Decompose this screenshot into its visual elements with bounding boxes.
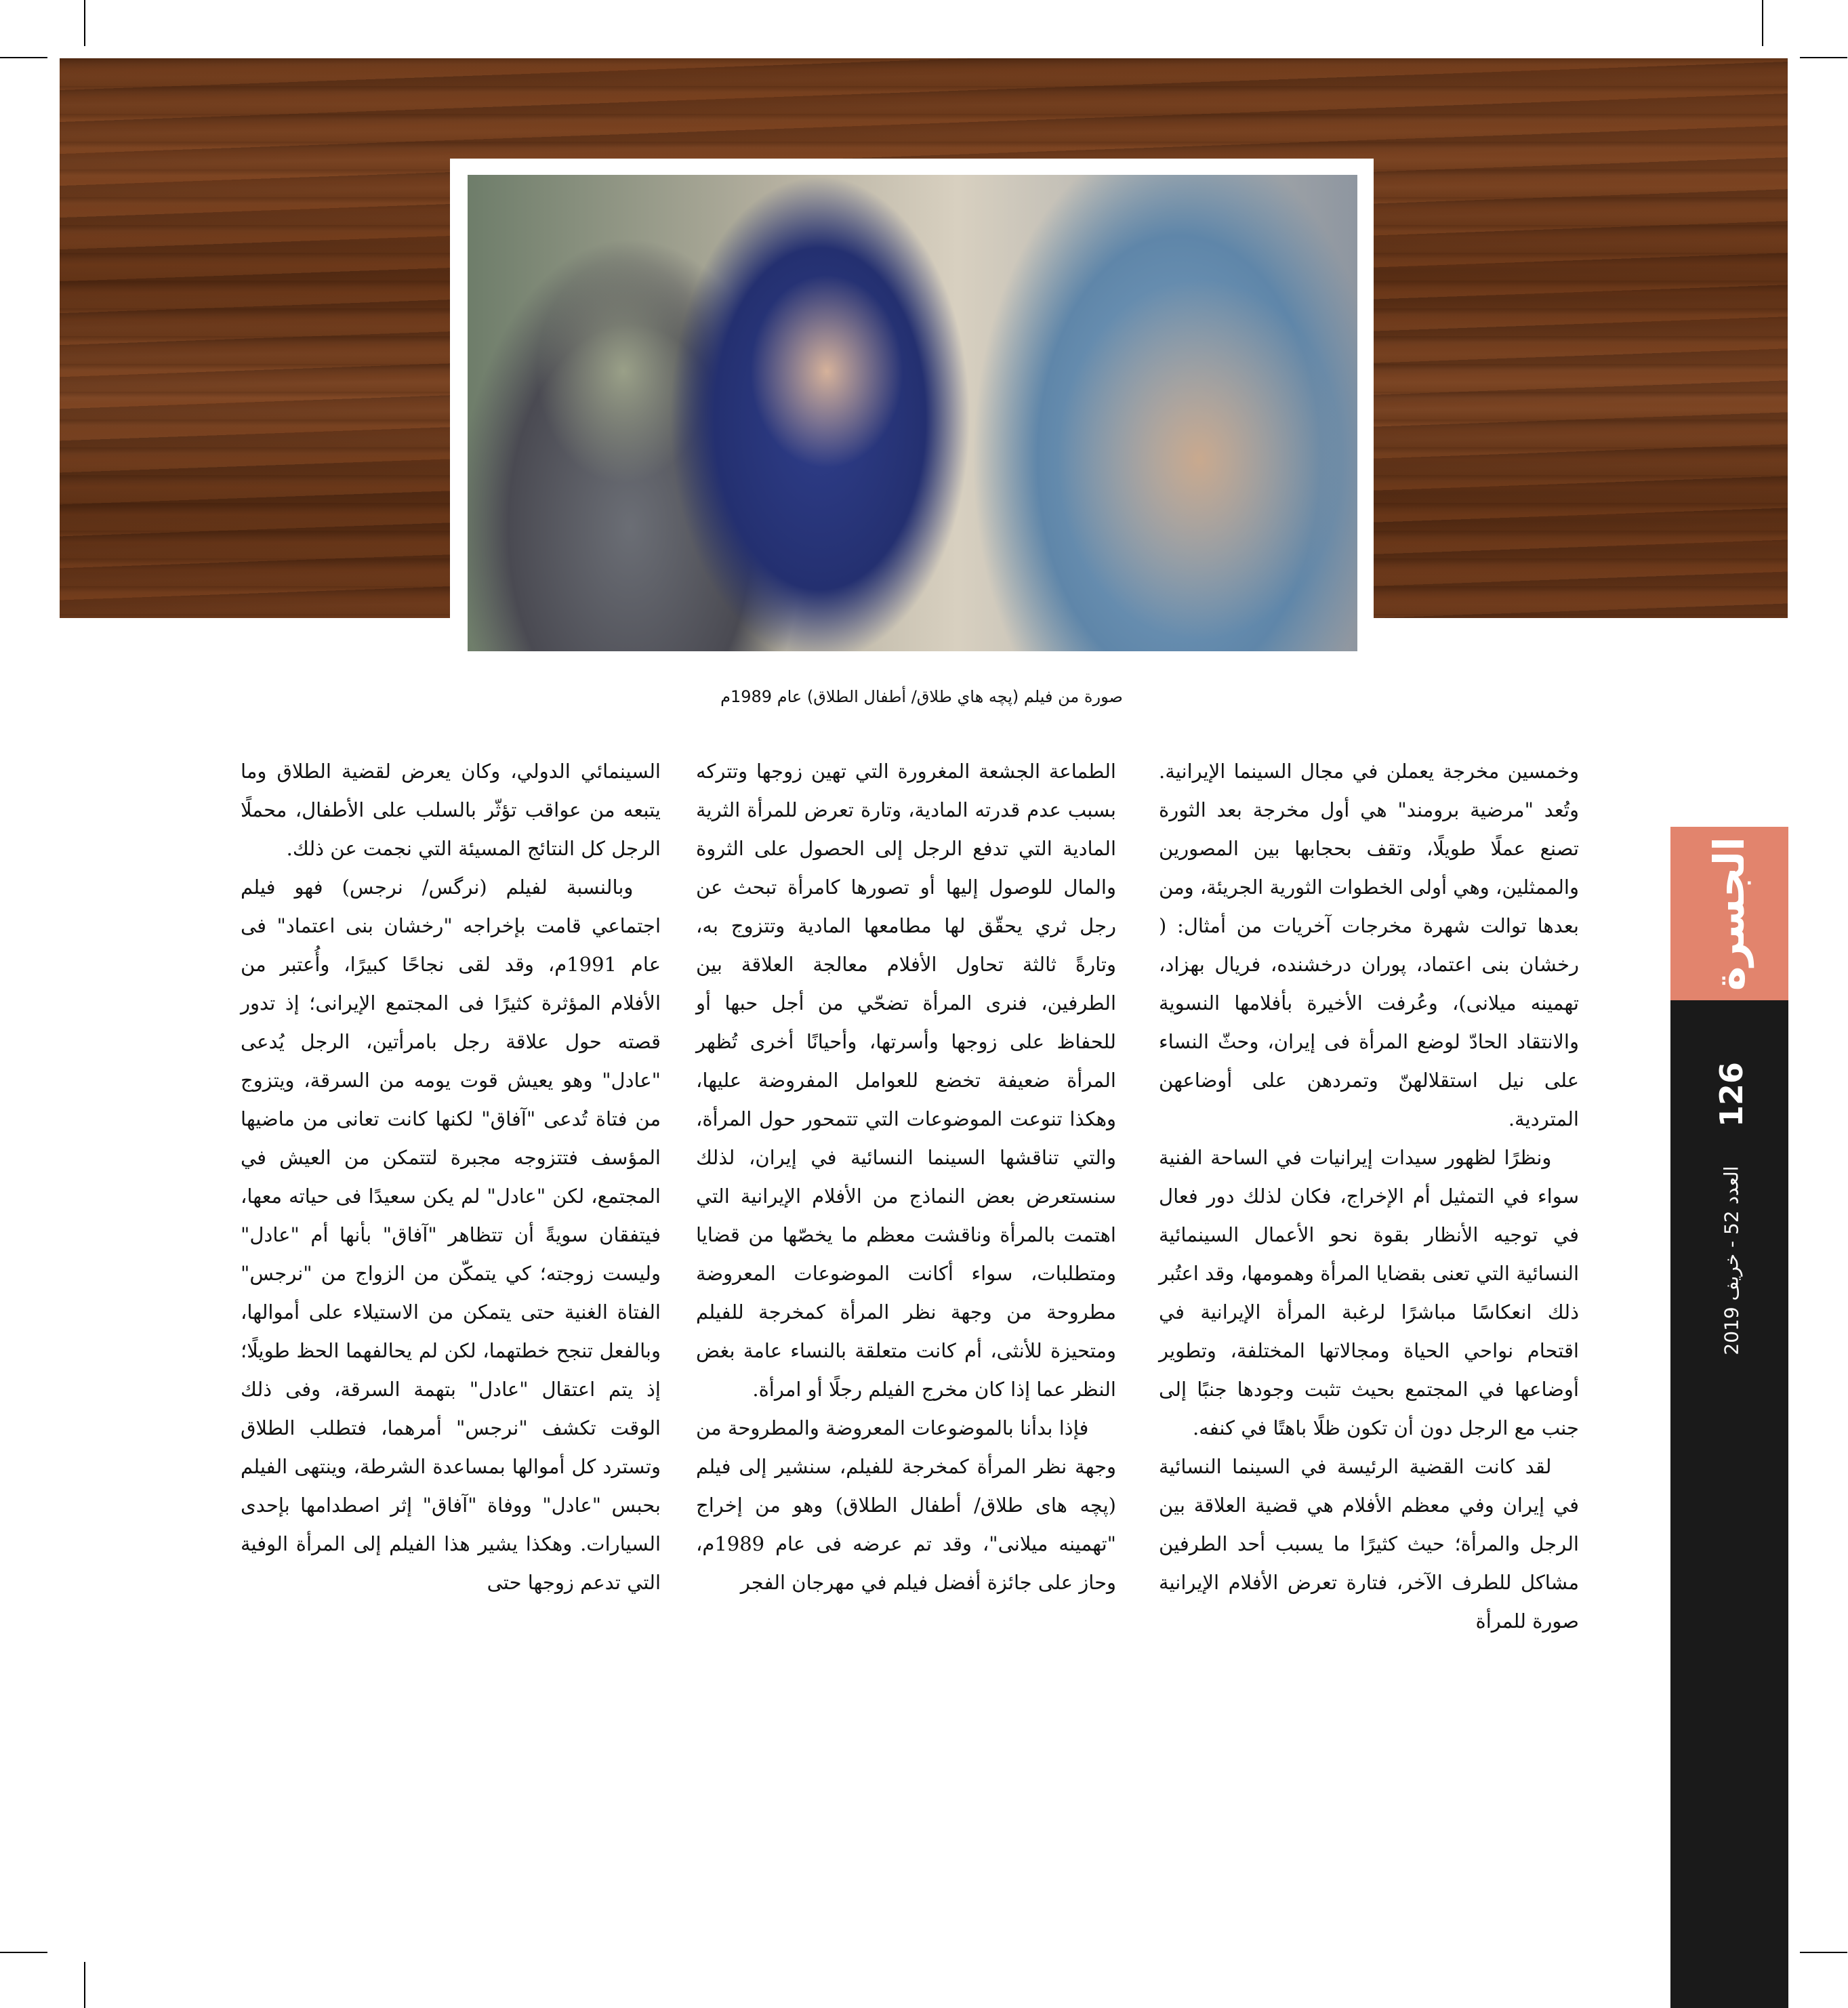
crop-mark bbox=[0, 57, 47, 58]
crop-mark bbox=[1800, 57, 1847, 58]
article-column-2 bbox=[696, 752, 1116, 1602]
issue-info: العدد 52 - خريف 2019 bbox=[1720, 1166, 1743, 1355]
paragraph: لقد كانت القضية الرئيسة في السينما النسائية في إيران وفي معظم الأفلام هي قضية العلاقة بين الرجل والمرأة؛ حيث كثيرًا ما يسبب أحد الطرفين مشاكل للطرف الآخر، فتارة تعرض الأفلام الإيرانية صورة للمرأة bbox=[1159, 1455, 1579, 1633]
paragraph: ونظرًا لظهور سيدات إيرانيات في الساحة الفنية سواء في التمثيل أم الإخراج، فكان لذلك دور فعال في توجيه الأنظار بقوة نحو الأعمال السينمائية النسائية التي تعنى بقضايا المرأة وهمومها، وقد اعتُبر ذلك انعكاسًا مباشرًا لرغبة المرأة الإيرانية في اقتحام نواحي الحياة ومجالاتها المختلفة، وتطوير أوضاعها في المجتمع بحيث تثبت وجودها جنبًا إلى جنب مع الرجل دون أن تكون ظلًا باهتًا في كنفه. bbox=[1159, 1146, 1579, 1439]
article-column-1 bbox=[1159, 752, 1579, 1641]
paragraph: وبالنسبة لفيلم (نرگس/ نرجس) فهو فيلم اجتماعي قامت بإخراجه "رخشان بنى اعتماد" فى عام 1991م، وقد لقى نجاحًا كبيرًا، وأُعتبر من الأفلام المؤثرة كثيرًا فى المجتمع الإيرانى؛ إذ تدور قصته حول علاقة رجل بامرأتين، الرجل يُدعى "عادل" وهو يعيش قوت يومه من السرقة، ويتزوج من فتاة تُدعى "آفاق" لكنها كانت تعانى من ماضيها المؤسف فتتزوجه مجبرة لتتمكن من العيش في المجتمع، لكن "عادل" لم يكن سعيدًا فى حياته معها، فيتفقان سويةً أن تتظاهر "آفاق" بأنها أم "عادل" وليست زوجته؛ كي يتمكّن من الزواج من "نرجس" الفتاة الغنية حتى يتمكن من الاستيلاء على أموالها، وبالفعل تنجح خطتهما، لكن لم يحالفهما الحظ طويلًا؛ إذ يتم اعتقال "عادل" بتهمة السرقة، وفى ذلك الوقت تكشف "نرجس" أمرهما، فتطلب الطلاق وتسترد كل أموالها بمساعدة الشرطة، وينتهى الفيلم بحبس "عادل" ووفاة "آفاق" إثر اصطدامها بإحدى السيارات. وهكذا يشير هذا الفيلم إلى المرأة الوفية التي تدعم زوجها حتى bbox=[241, 876, 661, 1594]
crop-mark bbox=[1800, 1952, 1847, 1953]
crop-mark bbox=[0, 1952, 47, 1953]
article-column-3 bbox=[241, 752, 661, 1602]
page-number: 126 bbox=[1713, 1061, 1750, 1128]
film-still-photo bbox=[468, 175, 1357, 651]
photo-caption: صورة من فيلم (پچه هاي طلاق/ أطفال الطلاق) عام 1989م bbox=[720, 687, 1123, 706]
magazine-logo-text: الجسرة bbox=[1704, 836, 1754, 991]
crop-mark bbox=[84, 1962, 85, 2008]
magazine-logo bbox=[1670, 827, 1788, 1000]
crop-mark bbox=[1762, 0, 1763, 46]
paragraph: وخمسين مخرجة يعملن في مجال السينما الإيرانية. وتُعد "مرضية برومند" هي أول مخرجة بعد الثورة تصنع عملًا طويلًا، وتقف بحجابها بين المصورين والممثلين، وهي أولى الخطوات الثورية الجريئة، ومن بعدها توالت شهرة مخرجات آخريات من أمثال: ( رخشان بنى اعتماد، پوران درخشنده، فريال بهزاد، تهمينه ميلانى)، وعُرفت الأخيرة بأفلامها النسوية والانتقاد الحادّ لوضع المرأة فى إيران، وحثّ النساء على نيل استقلالهنّ وتمردهن على أوضاعهن المتردية. bbox=[1159, 760, 1579, 1130]
paragraph: الطماعة الجشعة المغرورة التي تهين زوجها وتتركه بسبب عدم قدرته المادية، وتارة تعرض للمرأة الثرية المادية التي تدفع الرجل إلى الحصول على الثروة والمال للوصول إليها أو تصورها كامرأة تبحث عن رجل ثري يحقّق لها مطامعها المادية وتتزوج به، وتارةً ثالثة تحاول الأفلام معالجة العلاقة بين الطرفين، فنرى المرأة تضحّي من أجل حبها أو للحفاظ على زوجها وأسرتها، وأحيانًا أخرى تُظهر المرأة ضعيفة تخضع للعوامل المفروضة عليها، وهكذا تنوعت الموضوعات التي تتمحور حول المرأة، والتي تناقشها السينما النسائية في إيران، لذلك سنستعرض بعض النماذج من الأفلام الإيرانية التي اهتمت بالمرأة وناقشت معظم ما يخصّها من قضايا ومتطلبات، سواء أكانت الموضوعات المعروضة مطروحة من وجهة نظر المرأة كمخرجة للفيلم ومتحيزة للأنثى، أم كانت متعلقة بالنساء عامة بغض النظر عما إذا كان مخرج الفيلم رجلًا أو امرأة. bbox=[696, 760, 1116, 1401]
paragraph: السينمائي الدولي، وكان يعرض لقضية الطلاق وما يتبعه من عواقب تؤثّر بالسلب على الأطفال، محملًا الرجل كل النتائج المسيئة التي نجمت عن ذلك. bbox=[241, 760, 661, 860]
crop-mark bbox=[84, 0, 85, 46]
paragraph: فإذا بدأنا بالموضوعات المعروضة والمطروحة من وجهة نظر المرأة كمخرجة للفيلم، سنشير إلى فيلم (پچه هاى طلاق/ أطفال الطلاق) وهو من إخراج "تهمينه ميلانى"، وقد تم عرضه فى عام 1989م، وحاز على جائزة أفضل فيلم في مهرجان الفجر bbox=[696, 1416, 1116, 1594]
